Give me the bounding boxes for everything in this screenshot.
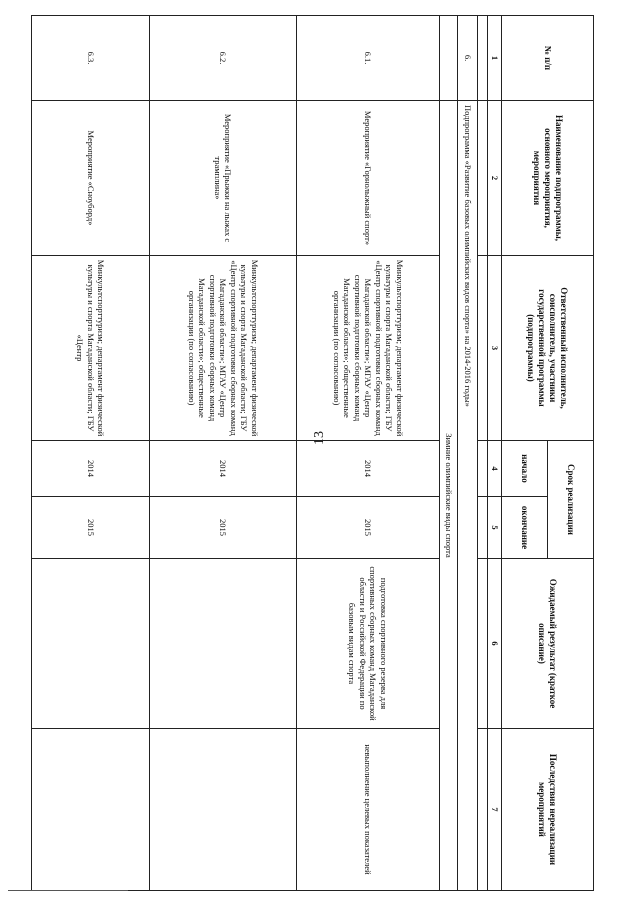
header-period: Срок реализации xyxy=(548,441,594,559)
program-table xyxy=(31,15,594,891)
row-consequences xyxy=(150,729,297,891)
page-number-text: 13 xyxy=(312,431,327,445)
row-executor: Минкультспорттуризм; департамент физической культуры и спорта Магаданской области; ГБУ «Центр спортивной подготовки сборных команд Магаданской области»; МГАУ «Центр спортивной подготовки сборных команд Магаданской области»; общественные организации (по согласованию) xyxy=(150,256,297,441)
row-number: 6.2. xyxy=(150,16,297,101)
subprogram-title: Подпрограмма «Развитие базовых олимпийских видов спорта» на 2014-2016 годы» xyxy=(458,101,478,891)
row-consequences xyxy=(32,729,150,891)
col-number: 6 xyxy=(488,559,502,729)
row-name: Мероприятие «Сноуборд» xyxy=(32,101,150,256)
row-executor: Минкультспорттуризм; департамент физической культуры и спорта Магаданской области; ГБУ «Центр xyxy=(32,256,150,441)
header-executor: Ответственный исполнитель, соисполнитель, участники государственной программы (подпрограммы) xyxy=(502,256,594,441)
row-number: 6.3. xyxy=(32,16,150,101)
row-end: 2015 xyxy=(150,497,297,559)
row-result: подготовка спортивного резерва для спортивных сборных команд Магаданской области и Российской Федерации по базовым видам спорта xyxy=(297,559,440,729)
row-consequences: невыполнение целевых показателей xyxy=(297,729,440,891)
footnote-divider xyxy=(8,890,128,891)
row-name: Мероприятие «Прыжки на лыжах с трамплина» xyxy=(150,101,297,256)
col-number: 2 xyxy=(488,101,502,256)
table-row xyxy=(297,16,440,891)
row-end: 2015 xyxy=(297,497,440,559)
header-name: Наименование подпрограммы, основного мероприятия, мероприятия xyxy=(502,101,594,256)
row-start: 2014 xyxy=(32,441,150,497)
row-number: 6.1. xyxy=(297,16,440,101)
row-start: 2014 xyxy=(150,441,297,497)
col-number: 5 xyxy=(488,497,502,559)
header-consequences: Последствия нереализации мероприятий xyxy=(502,729,594,891)
section-title: Зимние олимпийские виды спорта xyxy=(440,101,458,891)
header-num: № п/п xyxy=(502,16,594,101)
spacer-row xyxy=(478,16,488,891)
col-number: 4 xyxy=(488,441,502,497)
row-name: Мероприятие «Горнолыжный спорт» xyxy=(297,101,440,256)
row-result xyxy=(32,559,150,729)
subprogram-number: 6. xyxy=(458,16,478,101)
header-start: начало xyxy=(502,441,548,497)
section-row xyxy=(440,16,458,891)
header-row-1 xyxy=(548,16,594,891)
row-executor: Минкультспорттуризм; департамент физической культуры и спорта Магаданской области; ГБУ «Центр спортивной подготовки сборных команд Магаданской области»; МГАУ «Центр спортивной подготовки сборных команд Магаданской области»; общественные организации (по согласованию) xyxy=(297,256,440,441)
col-number: 3 xyxy=(488,256,502,441)
col-number: 1 xyxy=(488,16,502,101)
rotated-table-wrapper xyxy=(32,15,594,890)
column-numbers-row xyxy=(488,16,502,891)
subprogram-row xyxy=(458,16,478,891)
row-start: 2014 xyxy=(297,441,440,497)
row-end: 2015 xyxy=(32,497,150,559)
row-result xyxy=(150,559,297,729)
col-number: 7 xyxy=(488,729,502,891)
table-row xyxy=(32,16,150,891)
header-end: окончание xyxy=(502,497,548,559)
header-result: Ожидаемый результат (краткое описание) xyxy=(502,559,594,729)
table-row xyxy=(150,16,297,891)
